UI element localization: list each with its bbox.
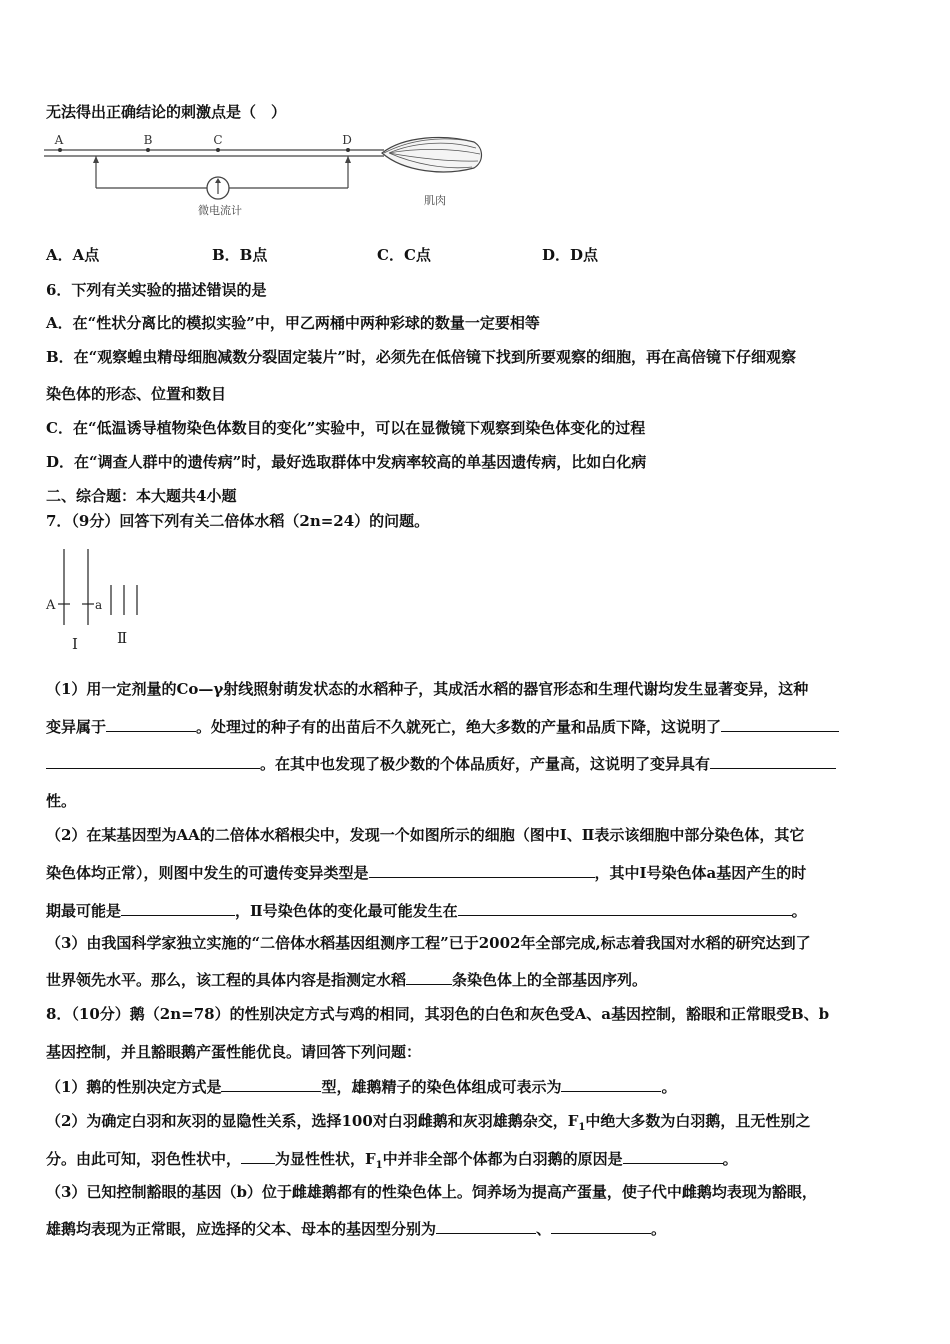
point-marker-c [216,148,220,152]
q7-p3-line1: （3）由我国科学家独立实施的“二倍体水稻基因组测序工程”已于2002年全部完成,标志着我国对水稻的研究达到了 [46,934,811,952]
q8-f1-subscript-1: 1 [578,1122,586,1133]
q8-blank-4[interactable] [623,1148,723,1164]
point-label-c: C [213,133,223,147]
section-2-heading: 二、综合题：本大题共4小题 [46,487,237,505]
point-marker-a [58,148,62,152]
point-label-b: B [143,133,153,147]
q8-blank-6[interactable] [551,1218,651,1234]
q6-option-b-line1[interactable]: B．在“观察蝗虫精母细胞减数分裂固定装片”时，必须先在低倍镜下找到所要观察的细胞，再在高倍镜下仔细观察 [46,348,796,366]
q6-stem: 6．下列有关实验的描述错误的是 [46,281,267,299]
q8-p3-line2-text-a: 雄鹅均表现为正常眼，应选择的父本、母本的基因型分别为 [46,1220,437,1238]
q8-p2-line1 [46,1111,810,1138]
q7-stem: 7．（9分）回答下列有关二倍体水稻（2n=24）的问题。 [46,512,430,530]
q7-p1-line2 [46,716,839,737]
q7-p2-line3-text-c: 。 [791,902,807,920]
q7-p1-line4: 性。 [46,792,77,810]
q7-blank-7[interactable] [406,969,452,985]
q7-blank-2-part1[interactable] [721,716,839,732]
q8-p2-line2-text-b: 为显性性状，F [275,1150,376,1168]
q6-option-c[interactable]: C．在“低温诱导植物染色体数目的变化”实验中，可以在显微镜下观察到染色体变化的过程 [46,419,646,437]
gene-label-a-lower: a [95,598,103,612]
roman-label-2: Ⅱ [117,629,128,647]
point-marker-d [346,148,350,152]
q5-option-b[interactable]: B．B点 [212,246,268,264]
q6-option-a[interactable]: A．在“性状分离比的模拟实验”中，甲乙两桶中两种彩球的数量一定要相等 [46,314,540,332]
q8-p2-line2-text-d: 。 [722,1150,738,1168]
q8-p2-line2-text-a: 分。由此可知，羽色性状中， [46,1150,242,1168]
q7-blank-2-part2[interactable] [46,753,260,769]
q8-p3-line2 [46,1218,666,1239]
q7-blank-5[interactable] [121,900,235,916]
electrode-left-arrow [93,156,99,163]
q7-blank-4[interactable] [369,862,595,878]
q8-stem-line1: 8．（10分）鹅（2n=78）的性别决定方式与鸡的相同，其羽色的白色和灰色受A、a基因控制，豁眼和正常眼受B、b [46,1005,830,1023]
q7-p1-line2-text-a: 变异属于 [46,718,107,736]
q7-p1-line3 [46,753,836,774]
q8-p1-text-c: 。 [661,1078,677,1096]
nerve-muscle-diagram [44,128,484,216]
q7-p3-line2 [46,969,647,990]
q6-option-b-line2[interactable]: 染色体的形态、位置和数目 [46,385,227,403]
meter-label: 微电流计 [198,204,242,216]
q7-blank-6[interactable] [458,900,792,916]
q7-p2-line3 [46,900,807,921]
point-marker-b [146,148,150,152]
q7-chromosome-figure [44,545,154,659]
q5-option-a[interactable]: A．A点 [46,246,100,264]
q8-p3-line2-text-c: 。 [651,1220,667,1238]
q5-option-c[interactable]: C．C点 [377,246,431,264]
q8-blank-3[interactable] [241,1148,275,1164]
q8-p1 [46,1076,676,1097]
q8-stem-line2: 基因控制，并且豁眼鹅产蛋性能优良。请回答下列问题： [46,1043,422,1061]
q7-p2-line3-text-b: ，Ⅱ号染色体的变化最可能发生在 [235,902,458,920]
q7-p1-line3-text: 。在其中也发现了极少数的个体品质好，产量高，这说明了变异具有 [260,755,711,773]
q7-p3-line2-text-a: 世界领先水平。那么，该工程的具体内容是指测定水稻 [46,971,407,989]
q7-blank-3[interactable] [710,753,836,769]
q8-p2-line1-text-a: （2）为确定白羽和灰羽的显隐性关系，选择100对白羽雌鹅和灰羽雄鹅杂交，F [46,1112,579,1130]
roman-label-1: Ⅰ [72,635,78,653]
q8-p2-line2 [46,1148,738,1176]
q7-p2-line2-text-a: 染色体均正常），则图中发生的可遗传变异类型是 [46,864,369,882]
q7-p2-line2-text-b: ，其中Ⅰ号染色体a基因产生的时 [594,864,807,882]
q5-nerve-muscle-figure [44,128,484,220]
q7-blank-1[interactable] [106,716,196,732]
q8-p2-line2-text-c: 中并非全部个体都为白羽鹅的原因是 [382,1150,623,1168]
q6-option-d[interactable]: D．在“调查人群中的遗传病”时，最好选取群体中发病率较高的单基因遗传病，比如白化病 [46,453,647,471]
gene-label-a-upper: A [46,598,56,613]
q8-blank-1[interactable] [221,1076,321,1092]
q8-blank-5[interactable] [436,1218,536,1234]
q7-p2-line3-text-a: 期最可能是 [46,902,122,920]
q8-blank-2[interactable] [561,1076,661,1092]
point-label-a: A [54,133,64,147]
q8-p3-line1: （3）已知控制豁眼的基因（b）位于雌雄鹅都有的性染色体上。饲养场为提高产蛋量，使子代中雌鹅均表现为豁眼， [46,1183,817,1201]
q7-p3-line2-text-b: 条染色体上的全部基因序列。 [452,971,648,989]
electrode-right-arrow [345,156,351,163]
q8-p3-line2-text-b: 、 [536,1220,552,1238]
chromosome-diagram [44,545,154,655]
q7-p1-line1: （1）用一定剂量的Co—γ射线照射萌发状态的水稻种子，其成活水稻的器官形态和生理代谢均发生显著变异，这种 [46,680,809,698]
q5-option-d[interactable]: D．D点 [542,246,599,264]
muscle-label: 肌肉 [424,194,446,207]
q7-p2-line2 [46,862,806,883]
q8-p1-text-a: （1）鹅的性别决定方式是 [46,1078,222,1096]
q7-p1-line2-text-b: 。处理过的种子有的出苗后不久就死亡，绝大多数的产量和品质下降，这说明了 [196,718,722,736]
q8-p1-text-b: 型，雄鹅精子的染色体组成可表示为 [321,1078,562,1096]
q8-p2-line1-text-b: 中绝大多数为白羽鹅，且无性别之 [585,1112,811,1130]
q8-f1-subscript-2: 1 [375,1160,383,1171]
q5-stem: 无法得出正确结论的刺激点是（ ） [46,103,287,121]
point-label-d: D [342,133,352,147]
q7-p2-line1: （2）在某基因型为AA的二倍体水稻根尖中，发现一个如图所示的细胞（图中Ⅰ、Ⅱ表示该细胞中部分染色体，其它 [46,826,805,844]
